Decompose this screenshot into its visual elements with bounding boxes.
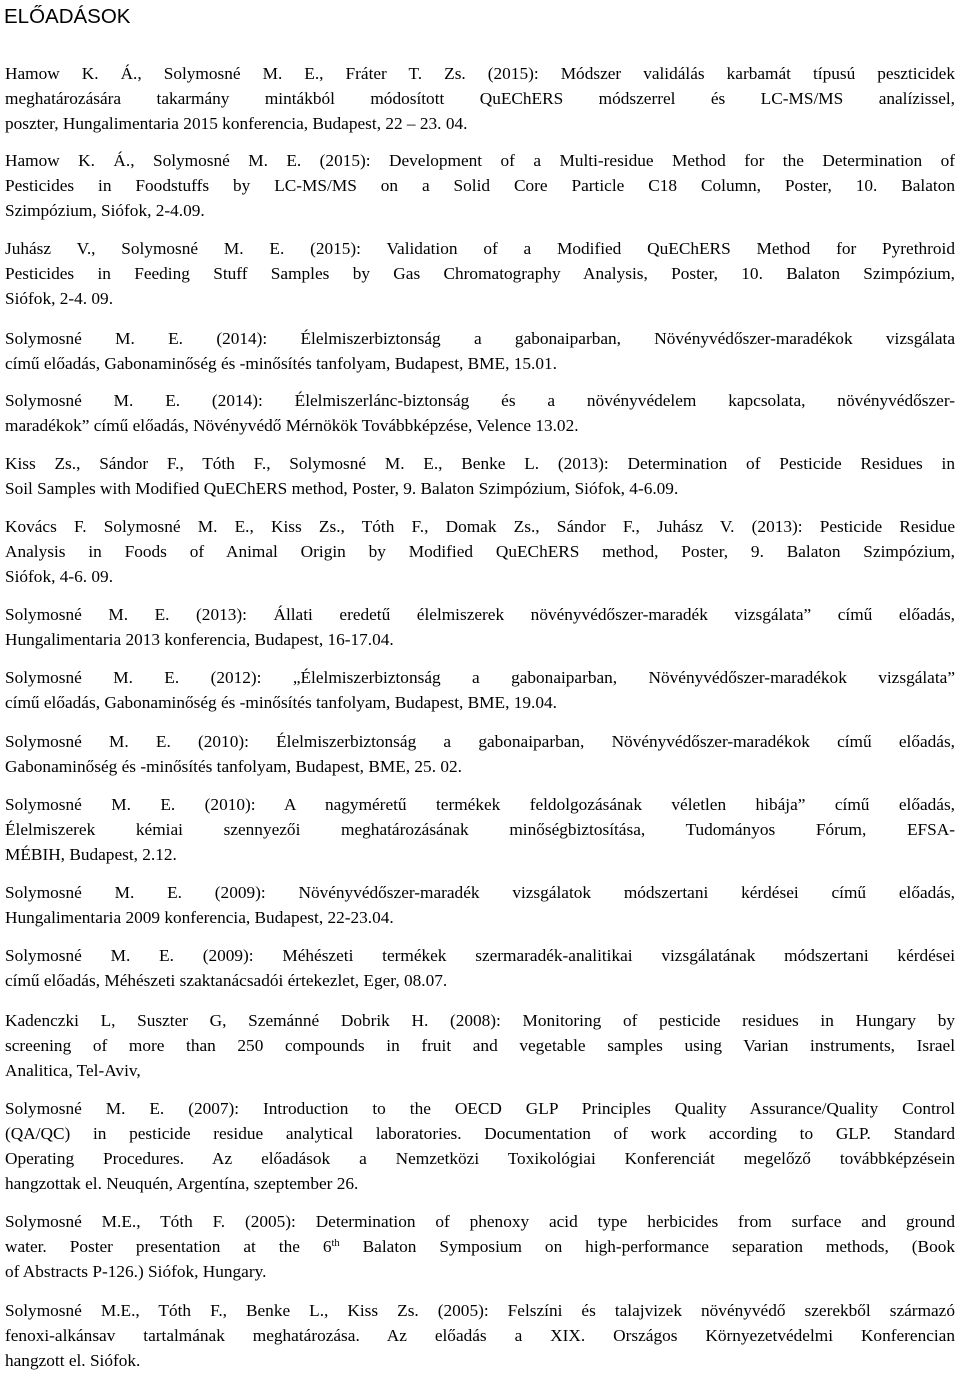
- section-heading: ELŐADÁSOK: [4, 5, 131, 28]
- reference-entry-17: [5, 1298, 955, 1373]
- entry-line: Solymosné M. E. (2014): Élelmiszerbiztonság a gabonaiparban, Növényvédőszer-maradékok vizsgálata: [5, 329, 955, 348]
- entry-line: Solymosné M. E. (2009): Növényvédőszer-maradék vizsgálatok módszertani kérdései című előadás,: [5, 883, 955, 902]
- entry-line: Solymosné M. E. (2010): A nagyméretű termékek feldolgozásának véletlen hibája” című előadás,: [5, 795, 955, 814]
- entry-line: Solymosné M. E. (2009): Méhészeti termékek szermaradék-analitikai vizsgálatának módszertani kérdései: [5, 946, 955, 965]
- reference-entry-11: [5, 792, 955, 867]
- entry-line: Hamow K. Á., Solymosné M. E. (2015): Development of a Multi-residue Method for the Determination of: [5, 151, 955, 170]
- entry-line: Pesticides in Foodstuffs by LC-MS/MS on a Solid Core Particle C18 Column, Poster, 10. Balaton: [5, 176, 955, 195]
- entry-line: Solymosné M. E. (2012): „Élelmiszerbiztonság a gabonaiparban, Növényvédőszer-maradékok vizsgálata”: [5, 668, 955, 687]
- entry-line: Kadenczki L, Suszter G, Szemánné Dobrik H. (2008): Monitoring of pesticide residues in Hungary by: [5, 1011, 955, 1030]
- entry-line: Solymosné M.E., Tóth F. (2005): Determination of phenoxy acid type herbicides from surface and ground: [5, 1212, 955, 1231]
- reference-entry-13: [5, 943, 955, 993]
- entry-line: Juhász V., Solymosné M. E. (2015): Validation of a Modified QuEChERS Method for Pyrethroid: [5, 239, 955, 258]
- ordinal-superscript: th: [331, 1238, 340, 1249]
- reference-entry-6: [5, 451, 955, 501]
- entry-line: Pesticides in Feeding Stuff Samples by Gas Chromatography Analysis, Poster, 10. Balaton Szimpózium,: [5, 264, 955, 283]
- entry-line: Hungalimentaria 2013 konferencia, Budapest, 16-17.04.: [5, 630, 394, 649]
- entry-line: Gabonaminőség és -minősítés tanfolyam, Budapest, BME, 25. 02.: [5, 757, 462, 776]
- reference-entry-1: [5, 61, 955, 136]
- entry-line: Operating Procedures. Az előadások a Nemzetközi Toxikológiai Konferenciát megelőző továbbképzésein: [5, 1149, 955, 1168]
- reference-entry-14: [5, 1008, 955, 1083]
- entry-line: című előadás, Gabonaminőség és -minősítés tanfolyam, Budapest, BME, 15.01.: [5, 354, 557, 373]
- reference-entry-10: [5, 729, 955, 779]
- entry-line: című előadás, Méhészeti szaktanácsadói értekezlet, Eger, 08.07.: [5, 971, 448, 990]
- entry-line: of Abstracts P-126.) Siófok, Hungary.: [5, 1262, 267, 1281]
- entry-line: Solymosné M.E., Tóth F., Benke L., Kiss Zs. (2005): Felszíni és talajvizek növényvédő szerekből származó: [5, 1301, 955, 1320]
- entry-line: MÉBIH, Budapest, 2.12.: [5, 845, 177, 864]
- reference-entry-5: [5, 388, 955, 438]
- entry-line: Siófok, 2-4. 09.: [5, 289, 114, 308]
- reference-entry-12: [5, 880, 955, 930]
- entry-line: Élelmiszerek kémiai szennyezői meghatározásának minőségbiztosítása, Tudományos Fórum, EFSA-: [5, 820, 955, 839]
- entry-line: meghatározására takarmány mintákból módosított QuEChERS módszerrel és LC-MS/MS analízissel,: [5, 89, 955, 108]
- entry-line: Solymosné M. E. (2007): Introduction to the OECD GLP Principles Quality Assurance/Quality Control: [5, 1099, 955, 1118]
- reference-entry-3: [5, 236, 955, 311]
- entry-line-part: water. Poster presentation at the 6: [5, 1237, 332, 1256]
- reference-entry-9: [5, 665, 955, 715]
- entry-line: hangzott el. Siófok.: [5, 1351, 141, 1370]
- entry-line: poszter, Hungalimentaria 2015 konferencia, Budapest, 22 – 23. 04.: [5, 114, 468, 133]
- entry-line: Szimpózium, Siófok, 2-4.09.: [5, 201, 205, 220]
- entry-line: maradékok” című előadás, Növényvédő Mérnökök Továbbképzése, Velence 13.02.: [5, 416, 579, 435]
- reference-entry-4: [5, 326, 955, 376]
- entry-line: Analitica, Tel-Aviv,: [5, 1061, 141, 1080]
- entry-line: hangzottak el. Neuquén, Argentína, szeptember 26.: [5, 1174, 359, 1193]
- entry-line: Kiss Zs., Sándor F., Tóth F., Solymosné M. E., Benke L. (2013): Determination of Pesticide Residues in: [5, 454, 955, 473]
- entry-line-part: Balaton Symposium on high-performance separation methods, (Book: [339, 1237, 955, 1256]
- reference-entry-15: [5, 1096, 955, 1196]
- entry-line: című előadás, Gabonaminőség és -minősítés tanfolyam, Budapest, BME, 19.04.: [5, 693, 557, 712]
- entry-line: Analysis in Foods of Animal Origin by Modified QuEChERS method, Poster, 9. Balaton Szimpózium,: [5, 542, 955, 561]
- entry-line: (QA/QC) in pesticide residue analytical laboratories. Documentation of work according to GLP. Standard: [5, 1124, 955, 1143]
- entry-line: [5, 1234, 955, 1259]
- entry-line: Hamow K. Á., Solymosné M. E., Fráter T. Zs. (2015): Módszer validálás karbamát típusú peszticidek: [5, 64, 955, 83]
- reference-entry-8: [5, 602, 955, 652]
- entry-line: Kovács F. Solymosné M. E., Kiss Zs., Tóth F., Domak Zs., Sándor F., Juhász V. (2013): Pesticide Residue: [5, 517, 955, 536]
- reference-entry-2: [5, 148, 955, 223]
- entry-line: fenoxi-alkánsav tartalmának meghatározása. Az előadás a XIX. Országos Környezetvédelmi Konferencian: [5, 1326, 955, 1345]
- entry-line: Solymosné M. E. (2013): Állati eredetű élelmiszerek növényvédőszer-maradék vizsgálata” című előadás,: [5, 605, 955, 624]
- entry-line: Soil Samples with Modified QuEChERS method, Poster, 9. Balaton Szimpózium, Siófok, 4-6.09.: [5, 479, 679, 498]
- entry-line: Siófok, 4-6. 09.: [5, 567, 114, 586]
- reference-entry-16: [5, 1209, 955, 1284]
- entry-line: Solymosné M. E. (2010): Élelmiszerbiztonság a gabonaiparban, Növényvédőszer-maradékok című előadás,: [5, 732, 955, 751]
- entry-line: Solymosné M. E. (2014): Élelmiszerlánc-biztonság és a növényvédelem kapcsolata, növényvédőszer-: [5, 391, 955, 410]
- reference-entry-7: [5, 514, 955, 589]
- entry-line: screening of more than 250 compounds in fruit and vegetable samples using Varian instruments, Israel: [5, 1036, 955, 1055]
- entry-line: Hungalimentaria 2009 konferencia, Budapest, 22-23.04.: [5, 908, 394, 927]
